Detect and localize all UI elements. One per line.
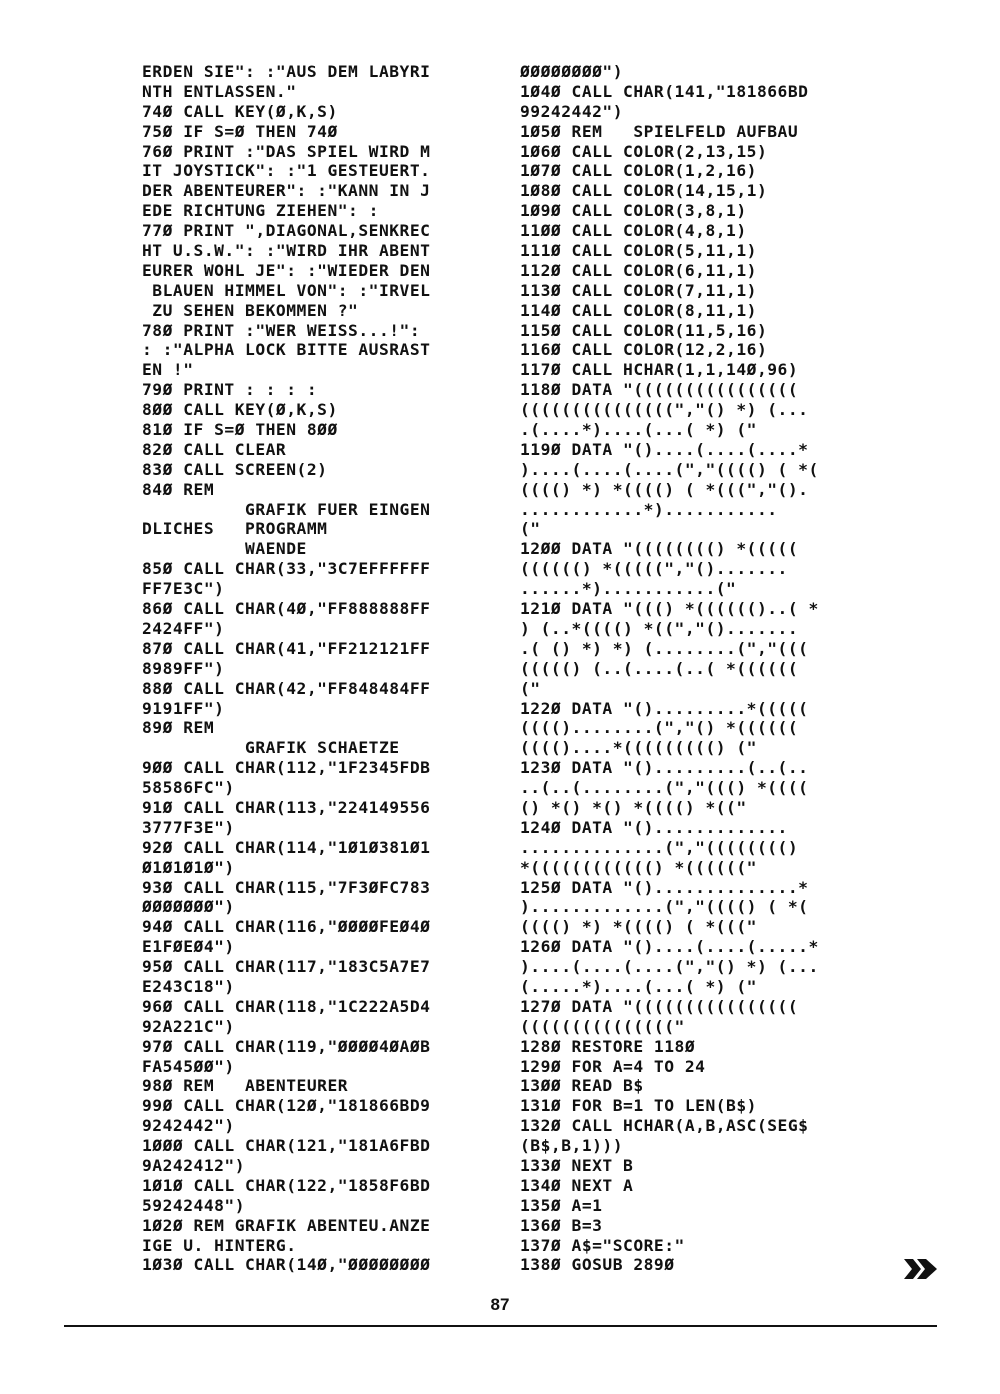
code-line: ).............(","(((() ( *( bbox=[520, 897, 809, 917]
code-line: 1Ø7Ø CALL COLOR(1,2,16) bbox=[520, 161, 757, 181]
code-line: HT U.S.W.": :"WIRD IHR ABENT bbox=[142, 241, 431, 261]
code-line: 115Ø CALL COLOR(11,5,16) bbox=[520, 320, 768, 340]
code-line: 117Ø CALL HCHAR(1,1,14Ø,96) bbox=[520, 360, 799, 380]
code-line: EURER WOHL JE": :"WIEDER DEN bbox=[142, 260, 431, 280]
code-line: 122Ø DATA "().........*((((( bbox=[520, 698, 809, 718]
program-listing-right-column bbox=[520, 62, 819, 1275]
code-line: NTH ENTLASSEN." bbox=[142, 81, 297, 101]
code-line: 85Ø CALL CHAR(33,"3C7EFFFFFF bbox=[142, 559, 431, 579]
code-line: ..(..(........(","((() *(((( bbox=[520, 778, 809, 798]
code-line: ((((() (..(....(..( *(((((( bbox=[520, 658, 799, 678]
code-line: 83Ø CALL SCREEN(2) bbox=[142, 459, 328, 479]
code-line: FA545ØØ") bbox=[142, 1056, 235, 1076]
code-line: 137Ø A$="SCORE:" bbox=[520, 1235, 685, 1255]
code-line: (((()....*((((((((() (" bbox=[520, 738, 757, 758]
code-line: 84Ø REM bbox=[142, 479, 215, 499]
code-line: Ø1Ø1Ø1Ø") bbox=[142, 857, 235, 877]
code-line: 13ØØ READ B$ bbox=[520, 1076, 644, 1096]
code-line: E1FØEØ4") bbox=[142, 937, 235, 957]
code-line: 94Ø CALL CHAR(116,"ØØØØFEØ4Ø bbox=[142, 917, 431, 937]
code-line: 118Ø DATA "(((((((((((((((( bbox=[520, 380, 799, 400]
code-line: (B$,B,1))) bbox=[520, 1136, 624, 1156]
code-line: 128Ø RESTORE 118Ø bbox=[520, 1036, 696, 1056]
code-line: 79Ø PRINT : : : : bbox=[142, 380, 318, 400]
code-line: 9191FF") bbox=[142, 698, 225, 718]
code-line: 8ØØ CALL KEY(Ø,K,S) bbox=[142, 400, 338, 420]
code-line: 1Ø4Ø CALL CHAR(141,"181866BD bbox=[520, 81, 809, 101]
code-line: BLAUEN HIMMEL VON": :"IRVEL bbox=[142, 280, 431, 300]
code-line: 93Ø CALL CHAR(115,"7F3ØFC783 bbox=[142, 877, 431, 897]
code-line: (((() *) *(((() ( *(((","(). bbox=[520, 479, 809, 499]
code-line: 125Ø DATA "()..............* bbox=[520, 877, 809, 897]
code-line: 99Ø CALL CHAR(12Ø,"181866BD9 bbox=[142, 1096, 431, 1116]
code-line: 86Ø CALL CHAR(4Ø,"FF888888FF bbox=[142, 599, 431, 619]
code-line: 58586FC") bbox=[142, 778, 235, 798]
code-line: (((() *) *(((() ( *(((" bbox=[520, 917, 757, 937]
code-line: 112Ø CALL COLOR(6,11,1) bbox=[520, 260, 757, 280]
code-line: 82Ø CALL CLEAR bbox=[142, 439, 287, 459]
code-line: (((((((((((((((","() *) (... bbox=[520, 400, 809, 420]
code-line: IGE U. HINTERG. bbox=[142, 1235, 297, 1255]
code-line: (((()........(","() *(((((( bbox=[520, 718, 799, 738]
code-line: 116Ø CALL COLOR(12,2,16) bbox=[520, 340, 768, 360]
code-line: 97Ø CALL CHAR(119,"ØØØØ4ØAØB bbox=[142, 1036, 431, 1056]
code-line: GRAFIK SCHAETZE bbox=[142, 738, 400, 758]
code-line: 91Ø CALL CHAR(113,"224149556 bbox=[142, 797, 431, 817]
continue-arrow-icon bbox=[904, 1257, 940, 1281]
code-line: 76Ø PRINT :"DAS SPIEL WIRD M bbox=[142, 141, 431, 161]
code-line: 1Ø8Ø CALL COLOR(14,15,1) bbox=[520, 181, 768, 201]
code-line: .(....*)....(...( *) (" bbox=[520, 420, 757, 440]
code-line: 11ØØ CALL COLOR(4,8,1) bbox=[520, 221, 747, 241]
code-line: 92Ø CALL CHAR(114,"1Ø1Ø381Ø1 bbox=[142, 837, 431, 857]
code-line: 127Ø DATA "(((((((((((((((( bbox=[520, 996, 799, 1016]
code-line: DER ABENTEURER": :"KANN IN J bbox=[142, 181, 431, 201]
code-line: 111Ø CALL COLOR(5,11,1) bbox=[520, 241, 757, 261]
code-line: 1Ø6Ø CALL COLOR(2,13,15) bbox=[520, 141, 768, 161]
code-line: 75Ø IF S=Ø THEN 74Ø bbox=[142, 121, 338, 141]
code-line: 92A221C") bbox=[142, 1016, 235, 1036]
code-line: 135Ø A=1 bbox=[520, 1195, 603, 1215]
code-line: 1Ø3Ø CALL CHAR(14Ø,"ØØØØØØØØ bbox=[142, 1255, 431, 1275]
code-line: EN !" bbox=[142, 360, 194, 380]
code-line: 114Ø CALL COLOR(8,11,1) bbox=[520, 300, 757, 320]
code-line: ............*)........... bbox=[520, 499, 778, 519]
code-line: : :"ALPHA LOCK BITTE AUSRAST bbox=[142, 340, 431, 360]
code-line: DLICHES PROGRAMM bbox=[142, 519, 328, 539]
code-line: () *() *() *(((() *((" bbox=[520, 797, 747, 817]
code-line: (" bbox=[520, 519, 541, 539]
code-line: *(((((((((((() *((((((" bbox=[520, 857, 757, 877]
code-line: 1Ø1Ø CALL CHAR(122,"1858F6BD bbox=[142, 1175, 431, 1195]
code-line: 121Ø DATA "((() *(((((()..( * bbox=[520, 599, 819, 619]
code-line: 96Ø CALL CHAR(118,"1C222A5D4 bbox=[142, 996, 431, 1016]
code-line: )....(....(....(","() *) (... bbox=[520, 957, 819, 977]
code-line: ......*)...........(" bbox=[520, 579, 737, 599]
code-line: 129Ø FOR A=4 TO 24 bbox=[520, 1056, 706, 1076]
code-line: 1Ø5Ø REM SPIELFELD AUFBAU bbox=[520, 121, 799, 141]
code-line: 124Ø DATA "()............. bbox=[520, 817, 788, 837]
code-line: 99242442") bbox=[520, 101, 624, 121]
code-line: 131Ø FOR B=1 TO LEN(B$) bbox=[520, 1096, 757, 1116]
code-line: E243C18") bbox=[142, 976, 235, 996]
code-line: WAENDE bbox=[142, 539, 307, 559]
code-line: (((((((((((((((" bbox=[520, 1016, 685, 1036]
code-line: 123Ø DATA "().........(..(.. bbox=[520, 758, 809, 778]
code-line: 77Ø PRINT ",DIAGONAL,SENKREC bbox=[142, 221, 431, 241]
code-line: 3777F3E") bbox=[142, 817, 235, 837]
code-line: 113Ø CALL COLOR(7,11,1) bbox=[520, 280, 757, 300]
code-line: FF7E3C") bbox=[142, 579, 225, 599]
code-line: 133Ø NEXT B bbox=[520, 1155, 634, 1175]
code-line: 1ØØØ CALL CHAR(121,"181A6FBD bbox=[142, 1136, 431, 1156]
code-line: 8989FF") bbox=[142, 658, 225, 678]
code-line: 132Ø CALL HCHAR(A,B,ASC(SEG$ bbox=[520, 1116, 809, 1136]
code-line: 95Ø CALL CHAR(117,"183C5A7E7 bbox=[142, 957, 431, 977]
code-line: 78Ø PRINT :"WER WEISS...!": bbox=[142, 320, 421, 340]
code-line: .( () *) *) (........(","((( bbox=[520, 638, 809, 658]
code-line: 1Ø2Ø REM GRAFIK ABENTEU.ANZE bbox=[142, 1215, 431, 1235]
code-line: 9ØØ CALL CHAR(112,"1F2345FDB bbox=[142, 758, 431, 778]
code-line: 126Ø DATA "()....(....(.....* bbox=[520, 937, 819, 957]
code-line: ERDEN SIE": :"AUS DEM LABYRI bbox=[142, 62, 431, 81]
code-line: 74Ø CALL KEY(Ø,K,S) bbox=[142, 101, 338, 121]
code-line: ØØØØØØØ") bbox=[142, 897, 235, 917]
code-line: 98Ø REM ABENTEURER bbox=[142, 1076, 349, 1096]
program-listing-left-column bbox=[142, 62, 430, 1275]
code-line: EDE RICHTUNG ZIEHEN": : bbox=[142, 201, 379, 221]
code-line: 138Ø GOSUB 289Ø bbox=[520, 1255, 675, 1275]
code-line: (" bbox=[520, 678, 541, 698]
code-line: 81Ø IF S=Ø THEN 8ØØ bbox=[142, 420, 338, 440]
code-line: (((((() *(((((","()....... bbox=[520, 559, 788, 579]
code-line: 134Ø NEXT A bbox=[520, 1175, 634, 1195]
code-line: 12ØØ DATA "(((((((() *((((( bbox=[520, 539, 799, 559]
code-line: ) (..*(((() *((","()....... bbox=[520, 618, 799, 638]
code-line: 119Ø DATA "()....(....(....* bbox=[520, 439, 809, 459]
page-number: 87 bbox=[490, 1295, 510, 1314]
code-line: ZU SEHEN BEKOMMEN ?" bbox=[142, 300, 359, 320]
code-line: 88Ø CALL CHAR(42,"FF848484FF bbox=[142, 678, 431, 698]
code-line: 59242448") bbox=[142, 1195, 246, 1215]
code-line: GRAFIK FUER EINGEN bbox=[142, 499, 431, 519]
code-line: 87Ø CALL CHAR(41,"FF212121FF bbox=[142, 638, 431, 658]
footer-rule bbox=[64, 1325, 937, 1327]
code-line: IT JOYSTICK": :"1 GESTEUERT. bbox=[142, 161, 431, 181]
code-line: 89Ø REM bbox=[142, 718, 215, 738]
code-line: 136Ø B=3 bbox=[520, 1215, 603, 1235]
code-line: ØØØØØØØØ") bbox=[520, 62, 624, 81]
code-line: (.....*)....(...( *) (" bbox=[520, 976, 757, 996]
code-line: 9A242412") bbox=[142, 1155, 246, 1175]
code-line: 9242442") bbox=[142, 1116, 235, 1136]
code-line: )....(....(....(","(((() ( *( bbox=[520, 459, 819, 479]
code-line: 1Ø9Ø CALL COLOR(3,8,1) bbox=[520, 201, 747, 221]
code-line: ..............(","(((((((() bbox=[520, 837, 799, 857]
code-line: 2424FF") bbox=[142, 618, 225, 638]
